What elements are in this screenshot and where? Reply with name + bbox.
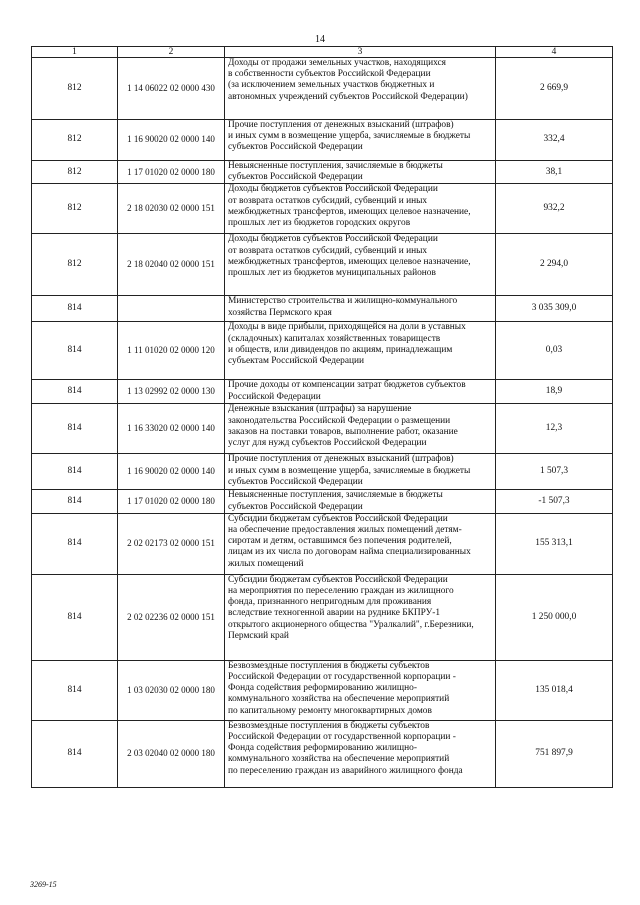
description-line: заказов на поставки товаров, выполнение работ, оказание: [228, 426, 458, 437]
table-row: [32, 58, 613, 120]
amount-cell: 3 035 309,0: [496, 296, 613, 322]
budget-code-cell: 1 17 01020 02 0000 180: [118, 161, 225, 184]
amount-cell: 0,03: [496, 322, 613, 380]
table-row: [32, 404, 613, 454]
description-line: Безвозмездные поступления в бюджеты субъектов: [228, 720, 430, 731]
description-line: жилых помещений: [228, 558, 304, 569]
description-line: Субсидии бюджетам субъектов Российской Федерации: [228, 574, 448, 585]
description-line: Фонда содействия реформированию жилищно-: [228, 743, 417, 754]
admin-code-cell: 814: [32, 720, 118, 787]
amount-cell: 332,4: [496, 120, 613, 161]
document-code: 3269-15: [30, 880, 57, 889]
amount-cell: 38,1: [496, 161, 613, 184]
admin-code-cell: 812: [32, 161, 118, 184]
table-row: [32, 574, 613, 660]
description-line: Министерство строительства и жилищно-коммунального: [228, 296, 458, 307]
description-line: по капитальному ремонту многоквартирных домов: [228, 705, 432, 716]
budget-code-cell: 1 03 02030 02 0000 180: [118, 660, 225, 720]
amount-cell: 18,9: [496, 380, 613, 404]
description-line: в собственности субъектов Российской Федерации: [228, 69, 431, 80]
description-cell: [225, 513, 496, 574]
table-row: [32, 234, 613, 296]
header-col-2: 2: [118, 47, 225, 58]
description-line: Прочие поступления от денежных взысканий (штрафов): [228, 454, 454, 465]
description-line: (складочных) капиталах хозяйственных товариществ: [228, 333, 441, 344]
budget-code-cell: 2 03 02040 02 0000 180: [118, 720, 225, 787]
description-line: субъектов Российской Федерации: [228, 501, 363, 512]
description-line: от возврата остатков субсидий, субвенций и иных: [228, 245, 428, 256]
description-line: Безвозмездные поступления в бюджеты субъектов: [228, 660, 430, 671]
description-line: по переселению граждан из аварийного жилищного фонда: [228, 765, 463, 776]
description-cell: [225, 404, 496, 454]
budget-code-cell: 2 02 02173 02 0000 151: [118, 513, 225, 574]
table-row: [32, 296, 613, 322]
description-cell: [225, 574, 496, 660]
description-line: услуг для нужд субъектов Российской Федерации: [228, 438, 427, 449]
admin-code-cell: 814: [32, 454, 118, 490]
budget-code-cell: 2 02 02236 02 0000 151: [118, 574, 225, 660]
revenue-table: [31, 46, 613, 788]
table-row: [32, 513, 613, 574]
budget-code-cell: 2 18 02030 02 0000 151: [118, 184, 225, 234]
table-row: [32, 720, 613, 787]
description-line: коммунального хозяйства на обеспечение мероприятий: [228, 694, 450, 705]
page-number: 14: [315, 34, 325, 45]
admin-code-cell: 812: [32, 184, 118, 234]
description-cell: [225, 184, 496, 234]
description-cell: [225, 380, 496, 404]
description-line: и иных сумм в возмещение ущерба, зачисляемые в бюджеты: [228, 131, 471, 142]
amount-cell: 2 294,0: [496, 234, 613, 296]
description-line: хозяйства Пермского края: [228, 307, 332, 318]
description-line: законодательства Российской Федерации о размещении: [228, 415, 451, 426]
description-line: субъектов Российской Федерации: [228, 476, 363, 487]
amount-cell: 1 507,3: [496, 454, 613, 490]
description-cell: [225, 234, 496, 296]
description-cell: [225, 58, 496, 120]
budget-code-cell: [118, 296, 225, 322]
table-row: [32, 490, 613, 513]
description-cell: [225, 720, 496, 787]
admin-code-cell: 814: [32, 490, 118, 513]
description-line: Прочие поступления от денежных взысканий (штрафов): [228, 120, 454, 130]
description-line: субъектов Российской Федерации: [228, 172, 363, 183]
budget-code-cell: 1 14 06022 02 0000 430: [118, 58, 225, 120]
table-row: [32, 184, 613, 234]
description-line: Доходы бюджетов субъектов Российской Федерации: [228, 184, 438, 195]
amount-cell: 135 018,4: [496, 660, 613, 720]
header-col-3: 3: [225, 47, 496, 58]
budget-code-cell: 1 16 90020 02 0000 140: [118, 120, 225, 161]
admin-code-cell: 814: [32, 322, 118, 380]
description-line: лицам из их числа по договорам найма специализированных: [228, 547, 471, 558]
amount-cell: 12,3: [496, 404, 613, 454]
description-line: субъектов Российской Федерации: [228, 142, 363, 153]
description-cell: [225, 490, 496, 513]
description-line: Российской Федерации: [228, 391, 321, 402]
description-line: Фонда содействия реформированию жилищно-: [228, 683, 417, 694]
description-line: коммунального хозяйства на обеспечение мероприятий: [228, 754, 450, 765]
description-line: Субсидии бюджетам субъектов Российской Федерации: [228, 513, 448, 524]
budget-code-cell: 1 16 33020 02 0000 140: [118, 404, 225, 454]
description-cell: [225, 322, 496, 380]
description-line: открытого акционерного общества "Уралкалий", г.Березники,: [228, 619, 474, 630]
admin-code-cell: 812: [32, 58, 118, 120]
budget-code-cell: 1 16 90020 02 0000 140: [118, 454, 225, 490]
description-line: и обществ, или дивидендов по акциям, принадлежащим: [228, 344, 453, 355]
description-line: на обеспечение предоставления жилых помещений детям-: [228, 525, 462, 536]
description-line: субъектам Российской Федерации: [228, 356, 365, 367]
description-line: от возврата остатков субсидий, субвенций и иных: [228, 195, 428, 206]
amount-cell: 155 313,1: [496, 513, 613, 574]
description-line: прошлых лет из бюджетов муниципальных районов: [228, 268, 436, 279]
admin-code-cell: 814: [32, 404, 118, 454]
admin-code-cell: 814: [32, 513, 118, 574]
description-cell: [225, 296, 496, 322]
header-row: [32, 47, 613, 58]
table-body: [32, 58, 613, 788]
description-line: (за исключением земельных участков бюджетных и: [228, 80, 435, 91]
table-row: [32, 454, 613, 490]
budget-code-cell: 2 18 02040 02 0000 151: [118, 234, 225, 296]
description-line: автономных учреждений субъектов Российской Федерации): [228, 91, 468, 102]
description-line: сиротам и детям, оставшимся без попечения родителей,: [228, 536, 452, 547]
description-line: Денежные взыскания (штрафы) за нарушение: [228, 404, 412, 415]
description-line: на мероприятия по переселению граждан из жилищного: [228, 586, 454, 597]
admin-code-cell: 814: [32, 296, 118, 322]
description-line: Невыясненные поступления, зачисляемые в бюджеты: [228, 161, 443, 171]
table-row: [32, 161, 613, 184]
header-col-1: 1: [32, 47, 118, 58]
description-line: фонда, признанного непригодным для проживания: [228, 597, 432, 608]
admin-code-cell: 814: [32, 660, 118, 720]
description-cell: [225, 454, 496, 490]
description-line: межбюджетных трансфертов, имеющих целевое назначение,: [228, 206, 471, 217]
table-row: [32, 322, 613, 380]
description-line: и иных сумм в возмещение ущерба, зачисляемые в бюджеты: [228, 465, 471, 476]
description-line: Российской Федерации от государственной корпорации -: [228, 672, 456, 683]
budget-code-cell: 1 17 01020 02 0000 180: [118, 490, 225, 513]
header-col-4: 4: [496, 47, 613, 58]
description-line: Пермский край: [228, 630, 289, 641]
description-line: вследствие техногенной аварии на руднике БКПРУ-1: [228, 608, 441, 619]
admin-code-cell: 814: [32, 574, 118, 660]
description-line: Прочие доходы от компенсации затрат бюджетов субъектов: [228, 380, 466, 391]
description-line: прошлых лет из бюджетов городских округов: [228, 218, 411, 229]
description-line: Доходы от продажи земельных участков, находящихся: [228, 58, 446, 68]
description-line: Невыясненные поступления, зачисляемые в бюджеты: [228, 490, 443, 501]
description-line: Российской Федерации от государственной корпорации -: [228, 732, 456, 743]
amount-cell: 2 669,9: [496, 58, 613, 120]
amount-cell: 751 897,9: [496, 720, 613, 787]
amount-cell: 1 250 000,0: [496, 574, 613, 660]
table-row: [32, 660, 613, 720]
budget-code-cell: 1 11 01020 02 0000 120: [118, 322, 225, 380]
amount-cell: 932,2: [496, 184, 613, 234]
description-cell: [225, 120, 496, 161]
budget-code-cell: 1 13 02992 02 0000 130: [118, 380, 225, 404]
description-line: Доходы в виде прибыли, приходящейся на доли в уставных: [228, 322, 466, 333]
admin-code-cell: 814: [32, 380, 118, 404]
description-cell: [225, 660, 496, 720]
description-line: Доходы бюджетов субъектов Российской Федерации: [228, 234, 438, 245]
description-cell: [225, 161, 496, 184]
table-row: [32, 380, 613, 404]
admin-code-cell: 812: [32, 234, 118, 296]
admin-code-cell: 812: [32, 120, 118, 161]
description-line: межбюджетных трансфертов, имеющих целевое назначение,: [228, 256, 471, 267]
table-row: [32, 120, 613, 161]
amount-cell: -1 507,3: [496, 490, 613, 513]
